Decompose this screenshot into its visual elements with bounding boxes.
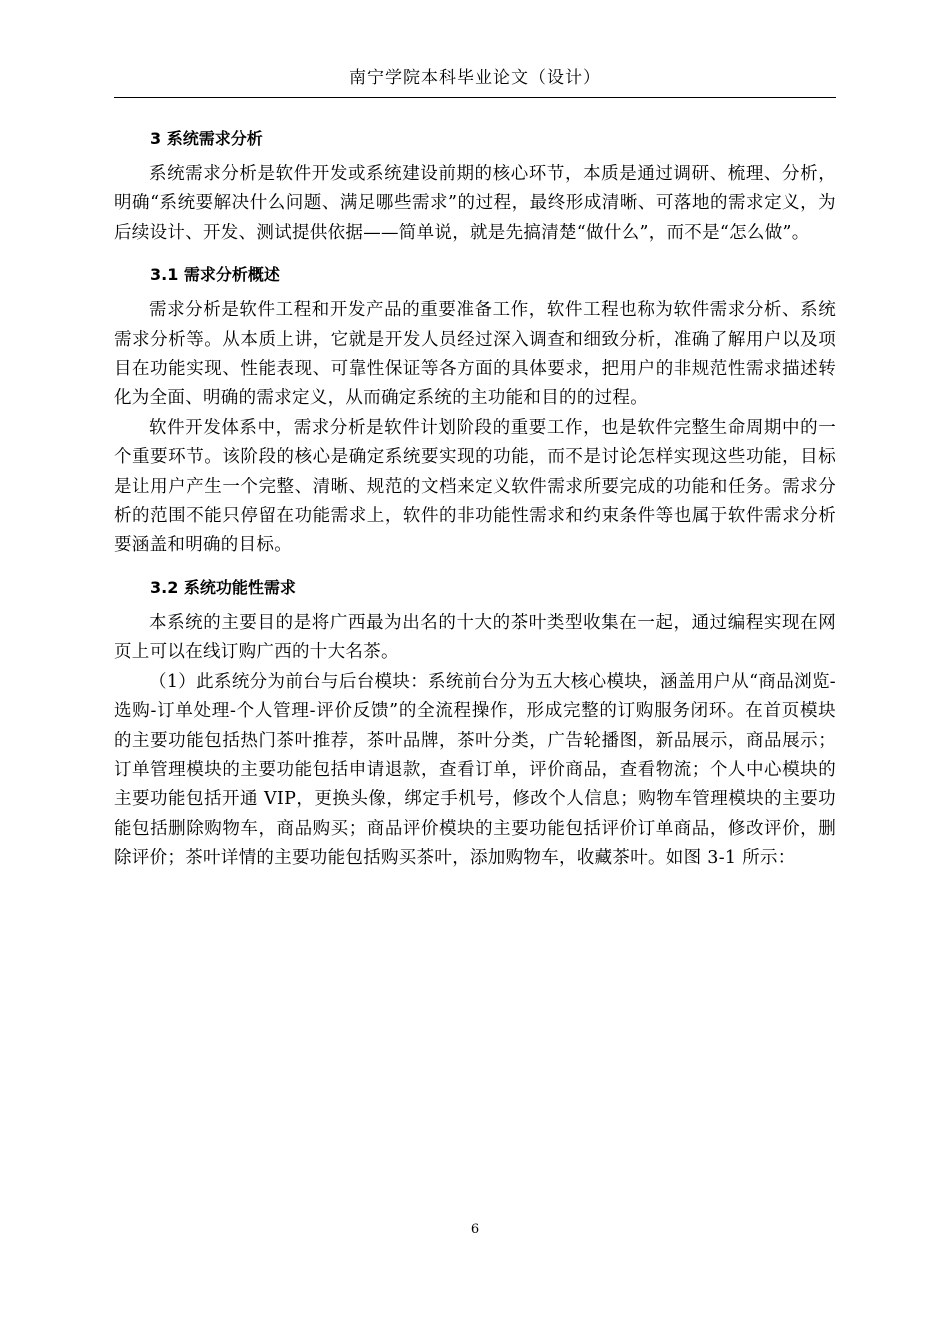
body-paragraph: 系统需求分析是软件开发或系统建设前期的核心环节，本质是通过调研、梳理、分析，明确“系统要解决什么问题、满足哪些需求”的过程，最终形成清晰、可落地的需求定义，为后续设计、开发、测试提供依据——简单说，就是先搞清楚“做什么”，而不是“怎么做”。 — [114, 164, 836, 243]
section-3 — [114, 118, 836, 248]
page-body — [114, 118, 836, 874]
section-heading: 3.2 系统功能性需求 — [150, 577, 296, 597]
page-header-title: 南宁学院本科毕业论文（设计） — [349, 68, 601, 88]
section-3-1 — [114, 254, 836, 561]
section-heading: 3.1 需求分析概述 — [150, 265, 280, 285]
header-divider — [114, 97, 836, 98]
page-number: 6 — [470, 1222, 480, 1237]
body-paragraph: 需求分析是软件工程和开发产品的重要准备工作，软件工程也称为软件需求分析、系统需求分析等。从本质上讲，它就是开发人员经过深入调查和细致分析，准确了解用户以及项目在功能实现、性能表现、可靠性保证等各方面的具体要求，把用户的非规范性需求描述转化为全面、明确的需求定义，从而确定系统的主功能和目的的过程。 — [114, 300, 836, 409]
body-paragraph: （1）此系统分为前台与后台模块：系统前台分为五大核心模块，涵盖用户从“商品浏览-选购-订单处理-个人管理-评价反馈”的全流程操作，形成完整的订购服务闭环。在首页模块的主要功能包括热门茶叶推荐，茶叶品牌，茶叶分类，广告轮播图，新品展示，商品展示；订单管理模块的主要功能包括申请退款，查看订单，评价商品，查看物流；个人中心模块的主要功能包括开通 VIP，更换头像，绑定手机号，修改个人信息；购物车管理模块的主要功能包括删除购物车，商品购买；商品评价模块的主要功能包括评价订单商品，修改评价，删除评价；茶叶详情的主要功能包括购买茶叶，添加购物车，收藏茶叶。如图 3-1 所示： — [114, 671, 836, 869]
section-3-2 — [114, 567, 836, 874]
body-paragraph: 本系统的主要目的是将广西最为出名的十大的茶叶类型收集在一起，通过编程实现在网页上可以在线订购广西的十大名茶。 — [114, 612, 836, 663]
body-paragraph: 软件开发体系中，需求分析是软件计划阶段的重要工作，也是软件完整生命周期中的一个重要环节。该阶段的核心是确定系统要实现的功能，而不是讨论怎样实现这些功能，目标是让用户产生一个完整、清晰、规范的文档来定义软件需求所要完成的功能和任务。需求分析的范围不能只停留在功能需求上，软件的非功能性需求和约束条件等也属于软件需求分析要涵盖和明确的目标。 — [114, 417, 836, 556]
section-heading: 3 系统需求分析 — [150, 129, 263, 148]
